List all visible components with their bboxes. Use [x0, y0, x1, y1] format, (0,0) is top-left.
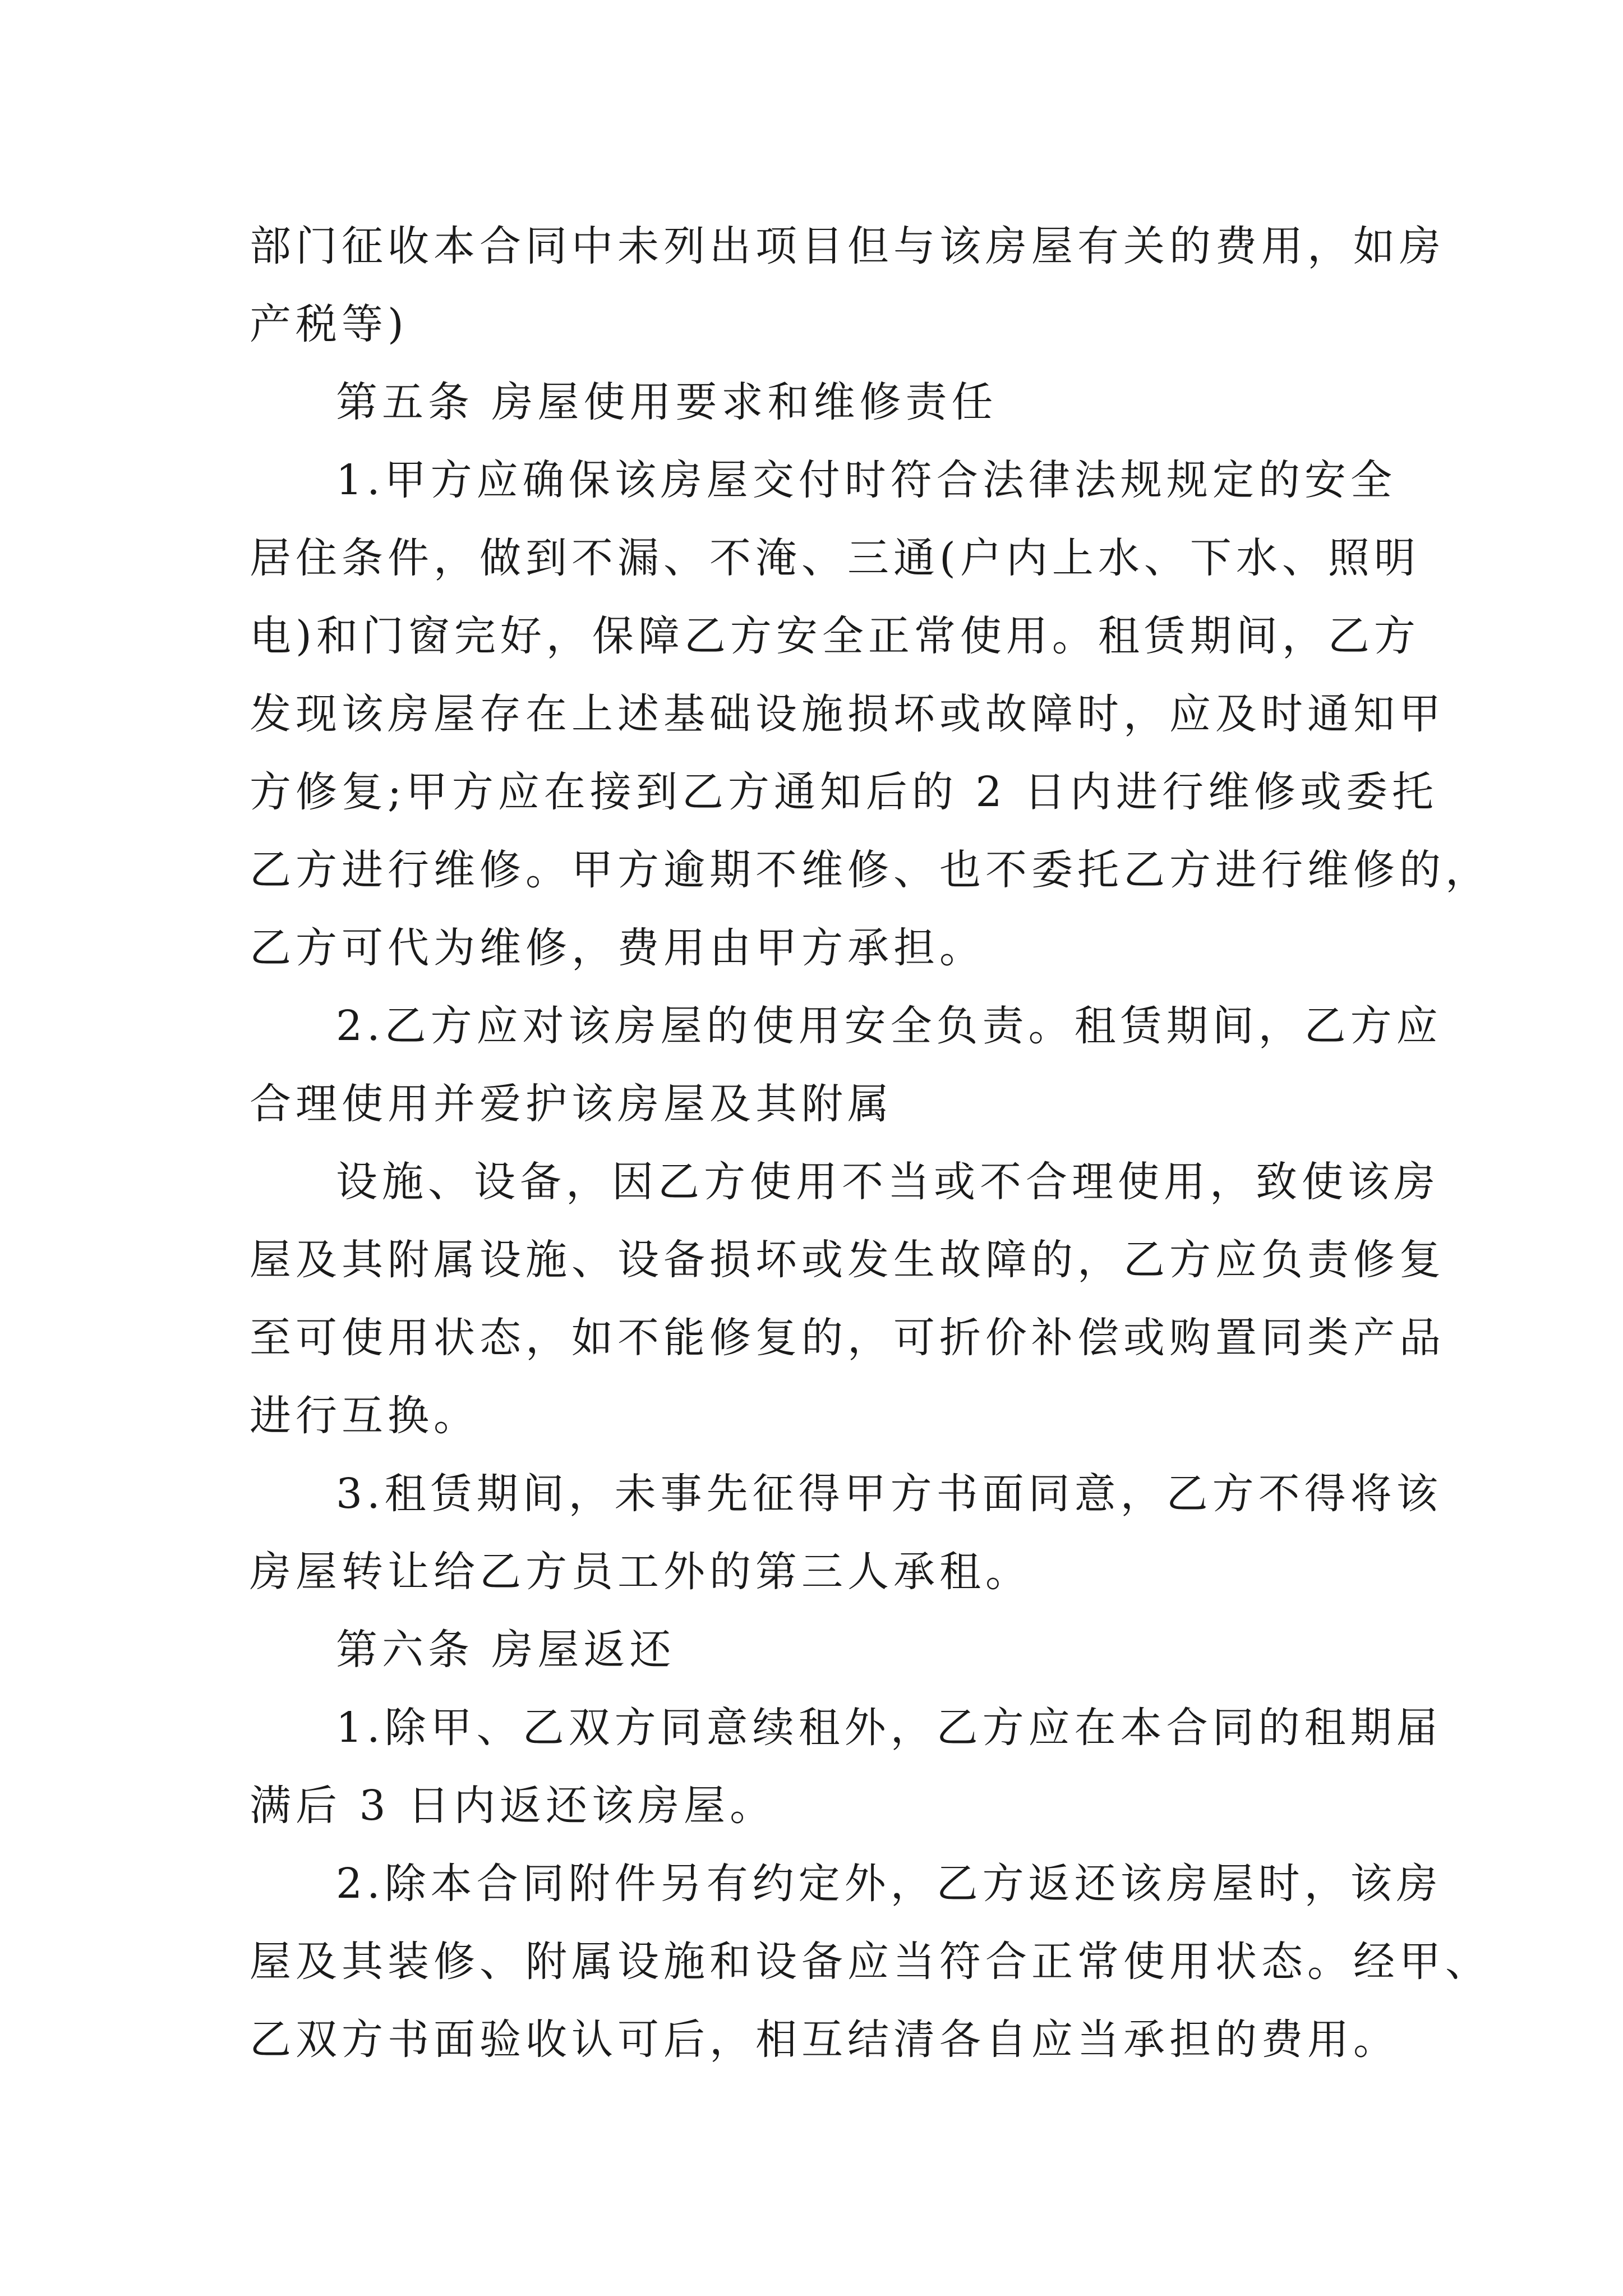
text-line: 乙双方书面验收认可后，相互结清各自应当承担的费用。: [250, 2016, 1399, 2064]
article-heading: 第五条 房屋使用要求和维修责任: [336, 378, 998, 426]
text-line: 产税等): [250, 300, 408, 348]
text-line: 设施、设备，因乙方使用不当或不合理使用，致使该房: [336, 1158, 1440, 1206]
text-line: 屋及其附属设施、设备损坏或发生故障的，乙方应负责修复: [250, 1236, 1445, 1284]
article-heading: 第六条 房屋返还: [336, 1626, 676, 1674]
text-line: 乙方可代为维修，费用由甲方承担。: [250, 924, 985, 972]
text-line: 方修复;甲方应在接到乙方通知后的 2 日内进行维修或委托: [250, 768, 1438, 816]
clause-line: 2.除本合同附件另有约定外，乙方返还该房屋时，该房: [336, 1860, 1442, 1908]
clause-line: 2.乙方应对该房屋的使用安全负责。租赁期间，乙方应: [336, 1002, 1442, 1050]
text-line: 居住条件，做到不漏、不淹、三通(户内上水、下水、照明: [250, 534, 1420, 582]
text-line: 发现该房屋存在上述基础设施损坏或故障时，应及时通知甲: [250, 690, 1445, 738]
text-line: 部门征收本合同中未列出项目但与该房屋有关的费用，如房: [250, 222, 1445, 270]
document-body: [250, 208, 1491, 2079]
text-line: 至可使用状态，如不能修复的，可折价补偿或购置同类产品: [250, 1314, 1445, 1362]
text-line: 乙方进行维修。甲方逾期不维修、也不委托乙方进行维修的，: [250, 846, 1491, 894]
text-line: 进行互换。: [250, 1392, 479, 1440]
text-line: 电)和门窗完好，保障乙方安全正常使用。租赁期间，乙方: [250, 612, 1420, 660]
text-line: 合理使用并爱护该房屋及其附属: [250, 1080, 893, 1128]
clause-line: 3.租赁期间，未事先征得甲方书面同意，乙方不得将该: [336, 1470, 1442, 1518]
clause-line: 1.除甲、乙双方同意续租外，乙方应在本合同的租期届: [336, 1704, 1442, 1752]
clause-line: 1.甲方应确保该房屋交付时符合法律法规规定的安全: [336, 456, 1396, 504]
text-line: 满后 3 日内返还该房屋。: [250, 1782, 776, 1830]
text-line: 屋及其装修、附属设施和设备应当符合正常使用状态。经甲、: [250, 1938, 1491, 1986]
text-line: 房屋转让给乙方员工外的第三人承租。: [250, 1548, 1031, 1596]
